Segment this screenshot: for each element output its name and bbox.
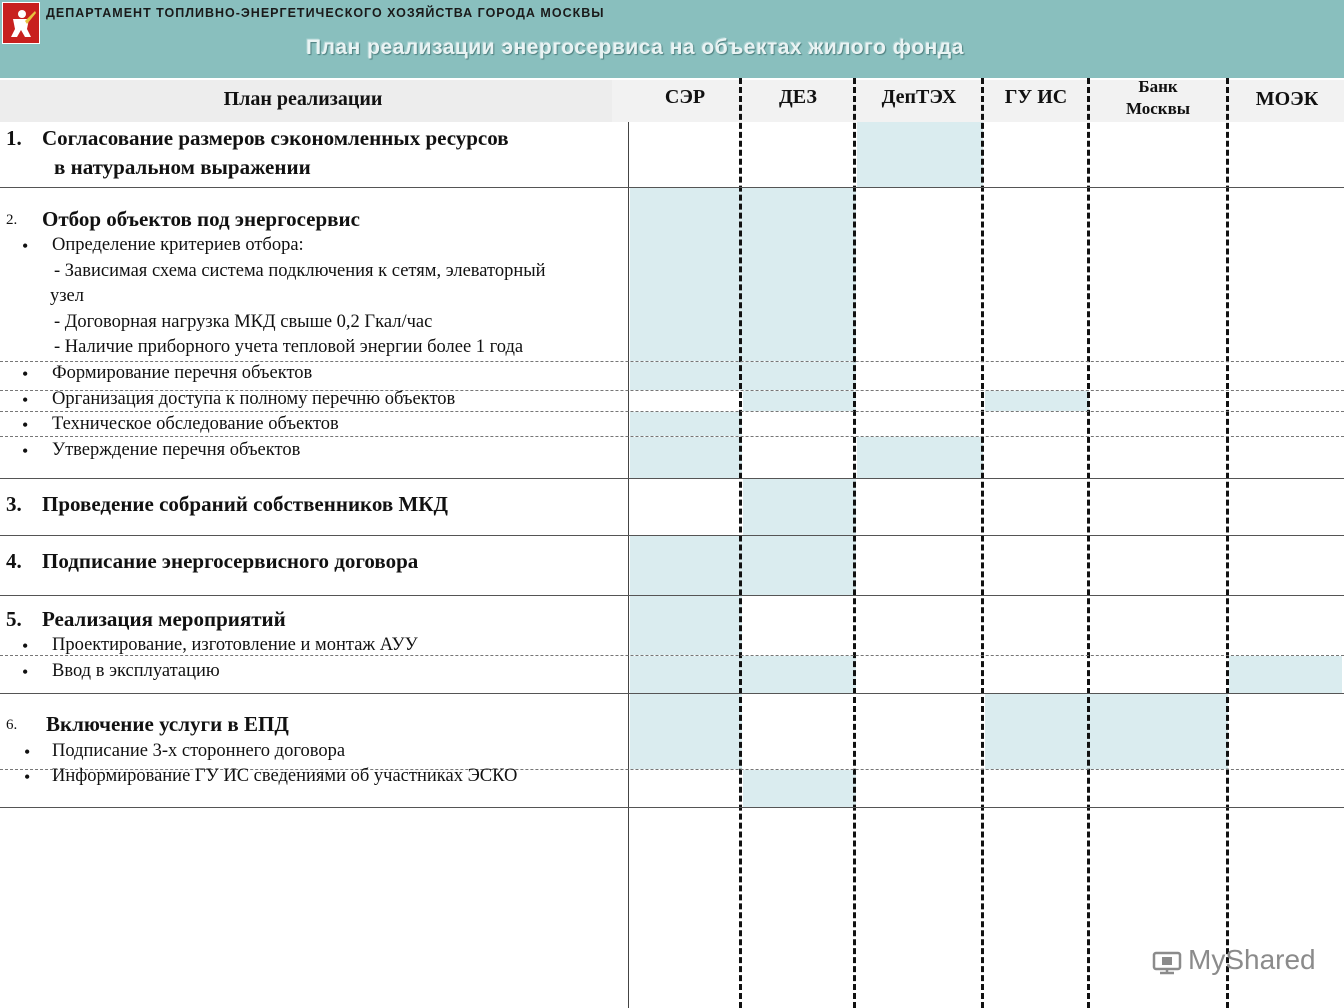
cell-2-list-ser-dez — [630, 362, 856, 390]
column-header-bank-line2: Москвы — [1125, 99, 1191, 118]
section-1-number: 1. — [6, 126, 22, 150]
section-2-item: Определение критериев отбора: — [52, 235, 304, 255]
bullet: • — [22, 236, 29, 256]
column-header-moek: МОЭК — [1255, 88, 1319, 110]
row-divider — [0, 535, 1344, 536]
section-4-number: 4. — [6, 549, 22, 573]
section-4-title: Подписание энергосервисного договора — [42, 549, 419, 573]
bullet: • — [22, 662, 29, 682]
moscow-coat-of-arms-icon — [2, 2, 40, 44]
cell-3-dez — [743, 479, 856, 535]
column-header-dez: ДЕЗ — [779, 86, 817, 108]
section-2-item: Формирование перечня объектов — [52, 363, 313, 383]
page-title: План реализации энергосервиса на объектах жилого фонда — [306, 36, 964, 59]
section-6-title: Включение услуги в ЕПД — [46, 712, 289, 736]
department-name: ДЕПАРТАМЕНТ ТОПЛИВНО-ЭНЕРГЕТИЧЕСКОГО ХОЗЯЙСТВА ГОРОДА МОСКВЫ — [46, 6, 605, 20]
cell-2-approve-ser — [630, 437, 742, 478]
column-header-ser: СЭР — [664, 86, 706, 108]
section-5-number: 5. — [6, 607, 22, 631]
section-2-item: Техническое обследование объектов — [52, 414, 339, 434]
section-2-number: 2. — [6, 212, 18, 228]
plan-column-divider — [628, 122, 629, 1008]
section-1-title: Согласование размеров сэкономленных ресурсов — [42, 126, 509, 150]
cell-2-survey-ser — [630, 412, 742, 436]
cell-6-contract-ser — [630, 694, 742, 769]
section-2-item: Организация доступа к полному перечню объектов — [52, 389, 456, 409]
bullet: • — [24, 767, 31, 787]
myshared-logo-icon — [1150, 947, 1184, 977]
section-2-title: Отбор объектов под энергосервис — [42, 207, 360, 231]
column-header-gu-is: ГУ ИС — [1004, 86, 1068, 108]
bullet: • — [22, 415, 29, 435]
column-header-bank-line1: Банк — [1138, 77, 1178, 96]
bullet: • — [22, 636, 29, 656]
section-3-number: 3. — [6, 492, 22, 516]
cell-4-ser-dez — [630, 536, 856, 595]
cell-5-commission-moek — [1229, 656, 1342, 693]
section-5-title: Реализация мероприятий — [42, 607, 286, 631]
section-5-item: Ввод в эксплуатацию — [52, 661, 220, 681]
column-divider-1 — [739, 78, 742, 1008]
row-divider — [0, 693, 1344, 694]
section-2-criterion: - Зависимая схема система подключения к сетям, элеваторный — [54, 261, 546, 281]
row-divider-dashed — [0, 361, 1344, 362]
section-5-item: Проектирование, изготовление и монтаж АУУ — [52, 635, 418, 655]
section-3-title: Проведение собраний собственников МКД — [42, 492, 448, 516]
cell-2-approve-deptek — [857, 437, 983, 478]
cell-6-contract-gu-is-bank — [985, 694, 1228, 769]
cell-2-access-dez — [743, 391, 856, 411]
section-1-title-cont: в натуральном выражении — [54, 155, 311, 179]
section-6-number: 6. — [6, 717, 18, 733]
cell-2-access-gu-is — [985, 391, 1089, 411]
cell-1-deptek — [857, 122, 983, 187]
row-divider — [0, 807, 1344, 808]
column-header-deptek: ДепТЭХ — [881, 86, 957, 108]
column-divider-4 — [1087, 78, 1090, 1008]
cell-6-inform-dez — [743, 770, 856, 807]
column-header-bank-moscow — [1090, 76, 1226, 120]
cell-2-criteria-ser-dez — [630, 188, 856, 361]
row-divider — [0, 187, 1344, 188]
myshared-watermark — [1150, 944, 1316, 977]
bullet: • — [22, 390, 29, 410]
watermark-text: MyShared — [1188, 944, 1316, 975]
column-divider-5 — [1226, 78, 1229, 1008]
bullet: • — [24, 742, 31, 762]
row-divider — [0, 478, 1344, 479]
bullet: • — [22, 364, 29, 384]
bullet: • — [22, 441, 29, 461]
cell-5-design-ser — [630, 596, 742, 655]
section-6-item: Подписание 3-х стороннего договора — [52, 741, 346, 761]
section-2-criterion: - Договорная нагрузка МКД свыше 0,2 Гкал/час — [54, 312, 433, 332]
section-2-item: Утверждение перечня объектов — [52, 440, 301, 460]
section-6-item: Информирование ГУ ИС сведениями об участниках ЭСКО — [52, 766, 518, 786]
cell-5-commission-ser-dez — [630, 656, 856, 693]
row-divider — [0, 595, 1344, 596]
plan-column-header: План реализации — [223, 88, 383, 110]
section-2-criterion-cont: узел — [50, 286, 85, 306]
section-2-criterion: - Наличие приборного учета тепловой энергии более 1 года — [54, 337, 524, 357]
row-divider-dashed — [0, 411, 1344, 412]
column-divider-2 — [853, 78, 856, 1008]
column-divider-3 — [981, 78, 984, 1008]
row-divider-dashed — [0, 436, 1344, 437]
